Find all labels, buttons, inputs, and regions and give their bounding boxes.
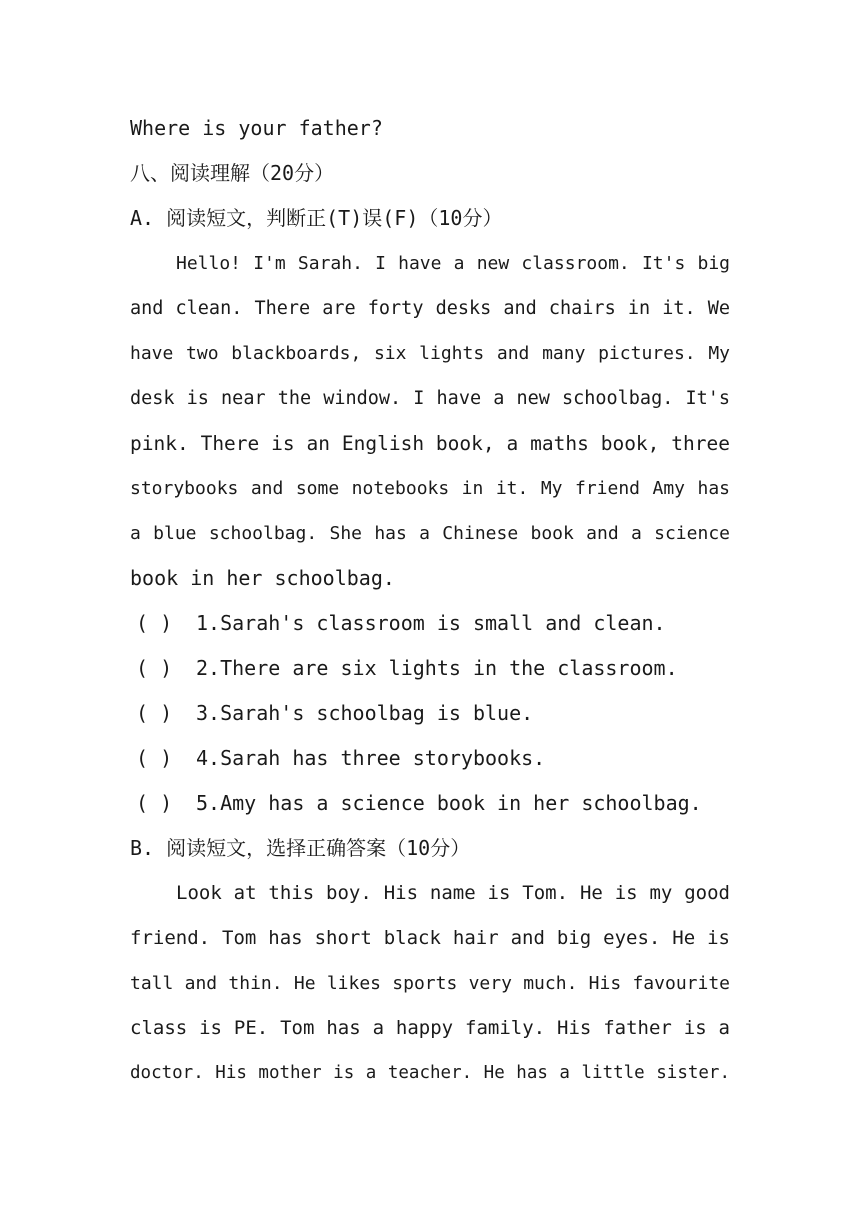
question-text: 1.Sarah's classroom is small and clean.: [196, 611, 666, 635]
question-item: [136, 743, 545, 773]
passage-line: book in her schoolbag.: [130, 566, 395, 590]
question-text: 4.Sarah has three storybooks.: [196, 746, 546, 770]
question-text: 3.Sarah's schoolbag is blue.: [196, 701, 534, 725]
answer-blank: ( ): [136, 746, 173, 770]
question-text: 5.Amy has a science book in her schoolbag.: [196, 791, 702, 815]
part-a-heading: A. 阅读短文，判断正(T)误(F)（10分）: [130, 206, 503, 230]
passage-line: friend. Tom has short black hair and big eyes. He is: [130, 927, 730, 949]
part-b-passage: [130, 871, 730, 1096]
question-item: [136, 788, 702, 818]
part-a-passage: [130, 241, 730, 601]
passage-line: have two blackboards, six lights and many pictures. My: [130, 343, 730, 364]
passage-line: storybooks and some notebooks in it. My friend Amy has: [130, 478, 730, 499]
answer-blank: ( ): [136, 791, 173, 815]
question-item: [136, 608, 666, 638]
passage-line: a blue schoolbag. She has a Chinese book and a science: [130, 523, 730, 544]
answer-blank: ( ): [136, 701, 173, 725]
passage-line: Look at this boy. His name is Tom. He is my good: [176, 882, 730, 904]
passage-line: tall and thin. He likes sports very much. His favourite: [130, 973, 730, 994]
part-b-heading: B. 阅读短文，选择正确答案（10分）: [130, 836, 471, 860]
passage-line: pink. There is an English book, a maths book, three: [130, 432, 730, 455]
passage-line: Hello! I'm Sarah. I have a new classroom. It's big: [176, 253, 730, 274]
passage-line: desk is near the window. I have a new schoolbag. It's: [130, 388, 730, 409]
passage-line: and clean. There are forty desks and chairs in it. We: [130, 298, 730, 319]
passage-line: class is PE. Tom has a happy family. His father is a: [130, 1017, 730, 1039]
section-8-heading: 八、阅读理解（20分）: [130, 161, 335, 185]
question-text: 2.There are six lights in the classroom.: [196, 656, 678, 680]
top-line: Where is your father?: [130, 116, 383, 140]
passage-line: doctor. His mother is a teacher. He has a little sister.: [130, 1063, 730, 1083]
question-item: [136, 653, 678, 683]
answer-blank: ( ): [136, 611, 173, 635]
answer-blank: ( ): [136, 656, 173, 680]
question-item: [136, 698, 533, 728]
